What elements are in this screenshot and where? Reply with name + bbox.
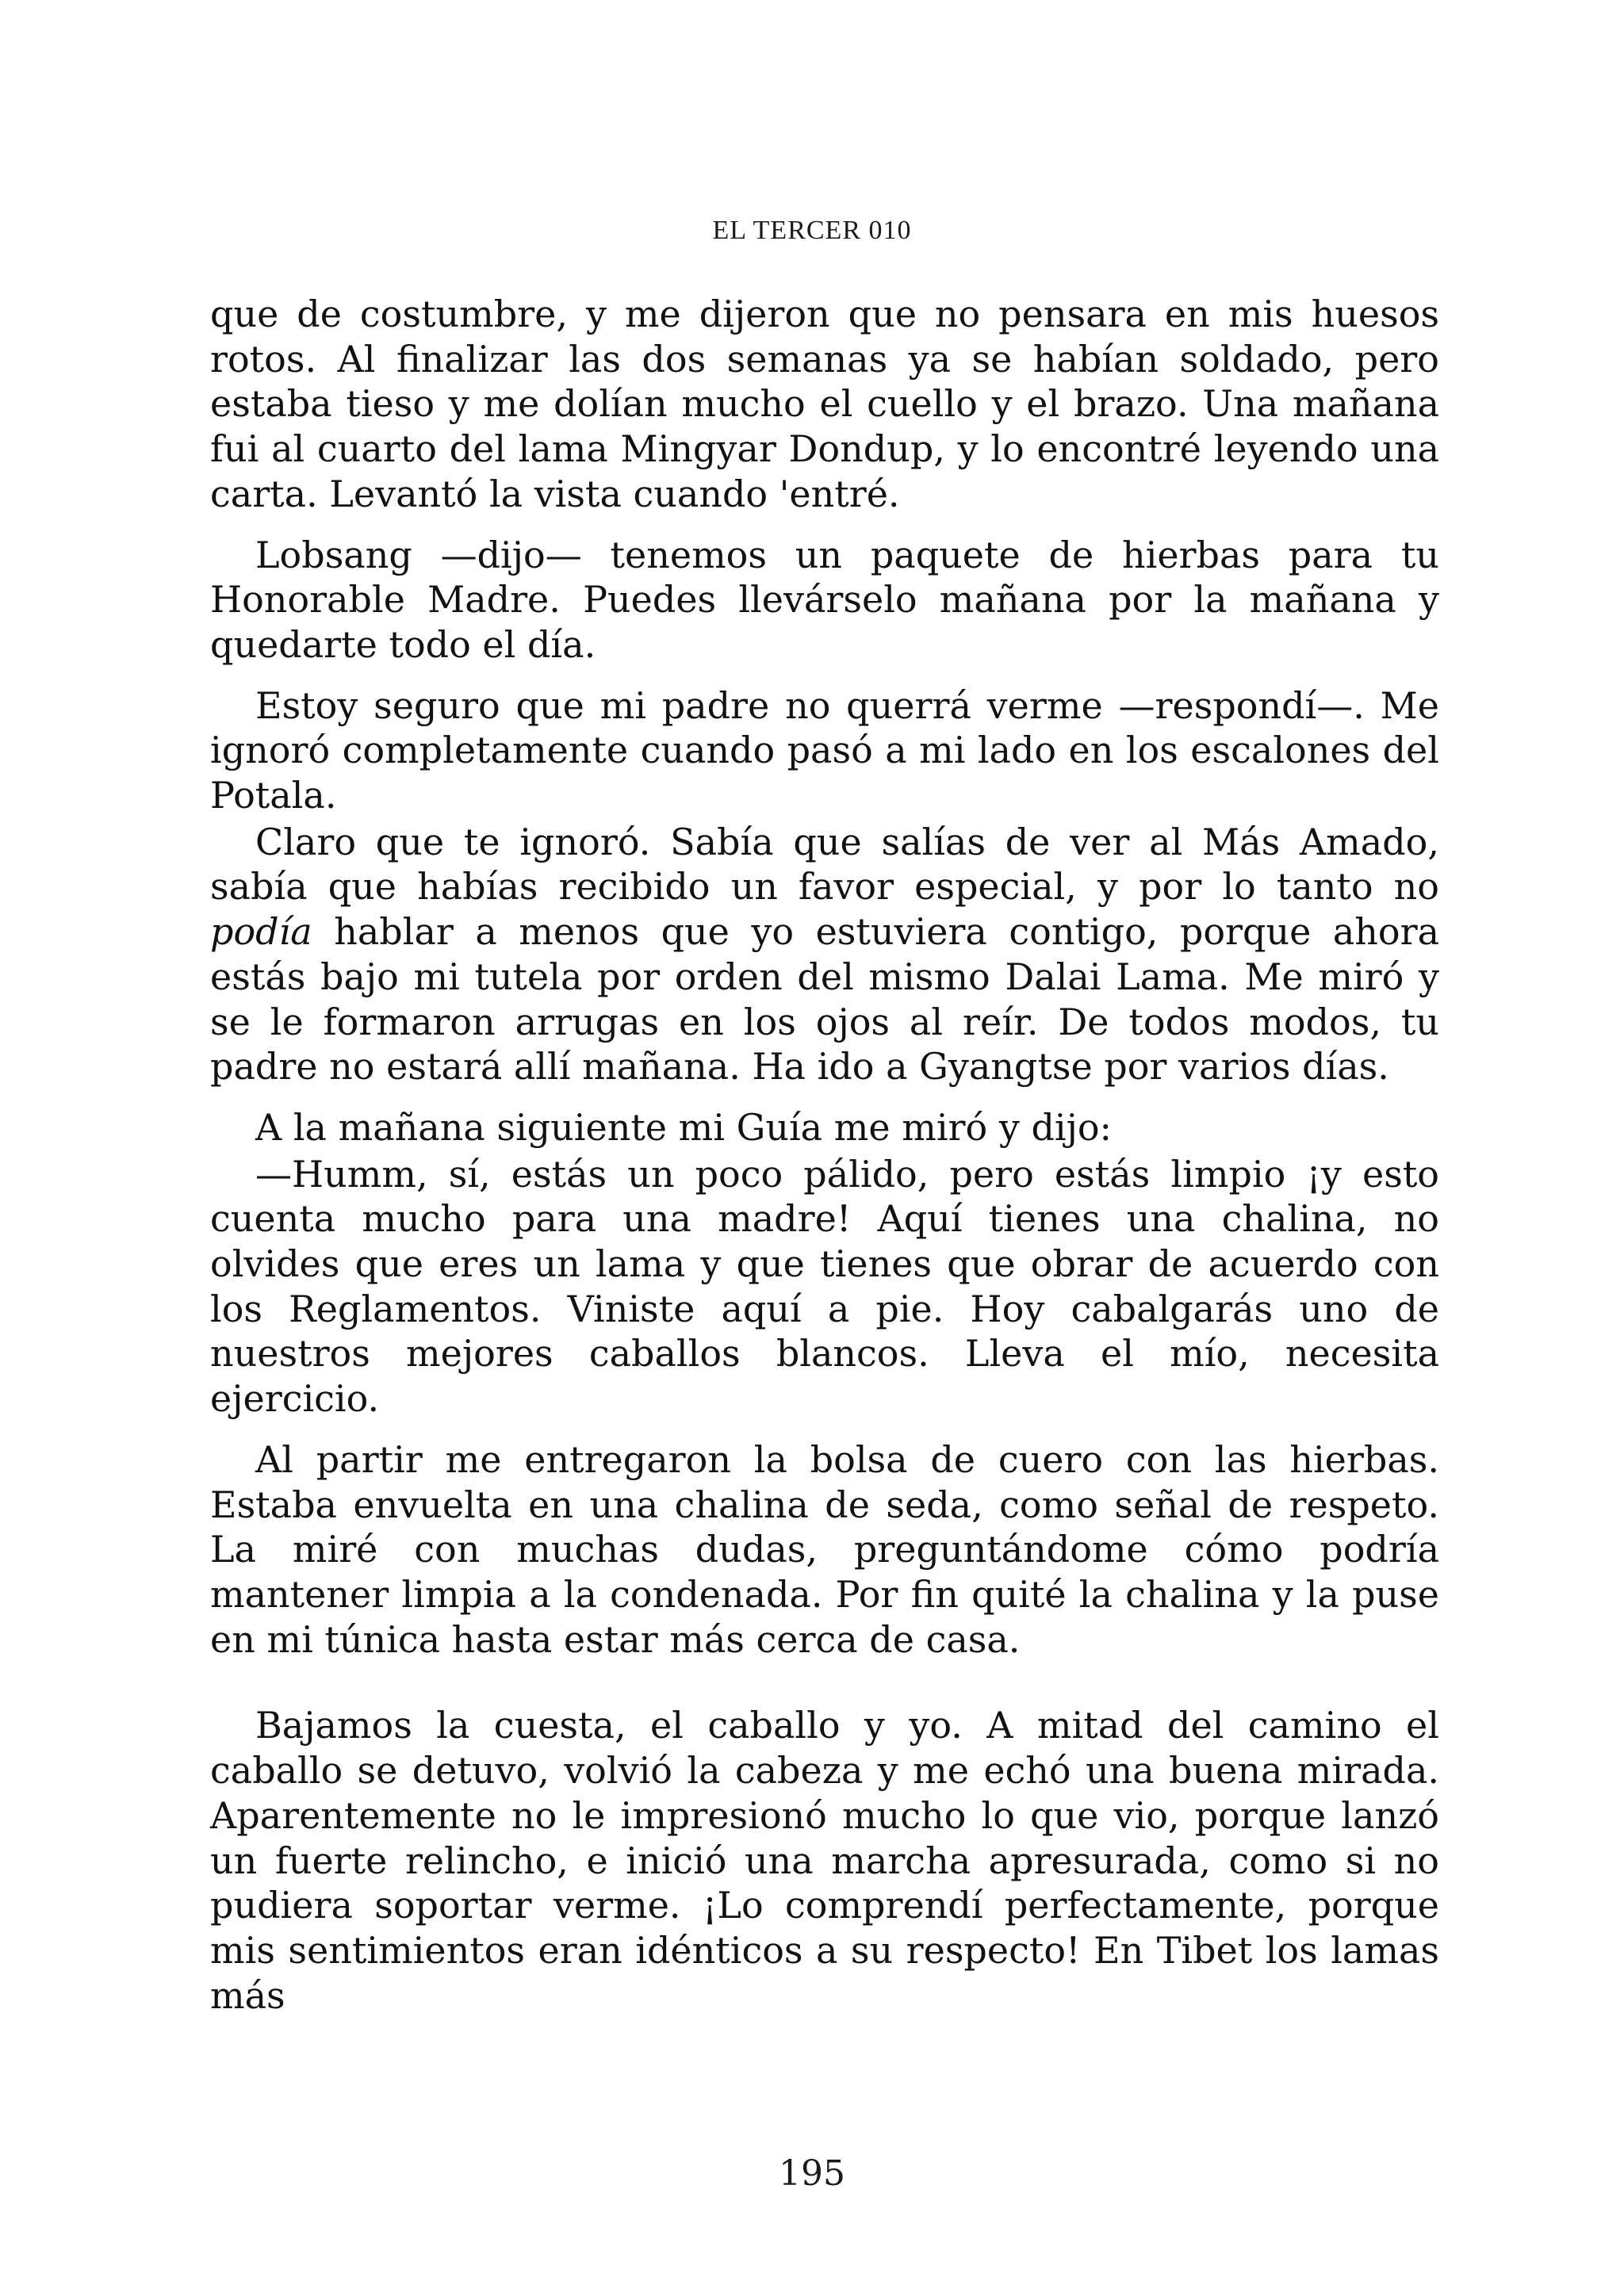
emphasis-word: podía	[210, 910, 312, 954]
paragraph-4-end: hablar a menos que yo estuviera contigo, porque ahora estás bajo mi tutela por orden del mismo Dalai Lama. Me miró y se le formaron arrugas en los ojos al reír. De todos modos, tu padre no estará allí mañana. Ha ido a Gyangtse por varios días.	[210, 910, 1439, 1089]
paragraph-7: Al partir me entregaron la bolsa de cuero con las hierbas. Estaba envuelta en una chalina de seda, como señal de respeto. La miré con muchas dudas, preguntándome cómo podría mantener limpia a la condenada. Por fin quité la chalina y la puse en mi túnica hasta estar más cerca de casa.	[210, 1437, 1439, 1661]
paragraph-4	[210, 820, 1439, 1089]
paragraph-6: —Humm, sí, estás un poco pálido, pero estás limpio ¡y esto cuenta mucho para una madre! Aquí tienes una chalina, no olvides que eres un lama y que tienes que obrar de acuerdo con los Reglamentos. Viniste aquí a pie. Hoy cabalgarás uno de nuestros mejores caballos blancos. Lleva el mío, necesita ejercicio.	[210, 1152, 1439, 1421]
page-number: 195	[779, 2153, 845, 2194]
paragraph-2: Lobsang —dijo— tenemos un paquete de hierbas para tu Honorable Madre. Puedes llevárselo mañana por la mañana y quedarte todo el día.	[210, 533, 1439, 666]
paragraph-8: Bajamos la cuesta, el caballo y yo. A mitad del camino el caballo se detuvo, volvió la cabeza y me echó una buena mirada. Aparentemente no le impresionó mucho lo que vio, porque lanzó un fuerte relincho, e inició una marcha apresurada, como si no pudiera soportar verme. ¡Lo comprendí perfectamente, porque mis sentimientos eran idénticos a su respecto! En Tibet los lamas más	[210, 1704, 1439, 2017]
paragraph-4-start: Claro que te ignoró. Sabía que salías de ver al Más Amado, sabía que habías recibido un favor especial, y por lo tanto no	[210, 820, 1439, 909]
body-text	[210, 292, 1439, 2034]
paragraph-3: Estoy seguro que mi padre no querrá verme —respondí—. Me ignoró completamente cuando pasó a mi lado en los escalones del Potala.	[210, 683, 1439, 817]
paragraph-5: A la mañana siguiente mi Guía me miró y dijo:	[255, 1105, 1113, 1149]
running-header: EL TERCER 010	[712, 216, 912, 245]
paragraph-1: que de costumbre, y me dijeron que no pensara en mis huesos rotos. Al finalizar las dos semanas ya se habían soldado, pero estaba tieso y me dolían mucho el cuello y el brazo. Una mañana fui al cuarto del lama Mingyar Dondup, y lo encontré leyendo una carta. Levantó la vista cuando 'entré.	[210, 293, 1439, 515]
